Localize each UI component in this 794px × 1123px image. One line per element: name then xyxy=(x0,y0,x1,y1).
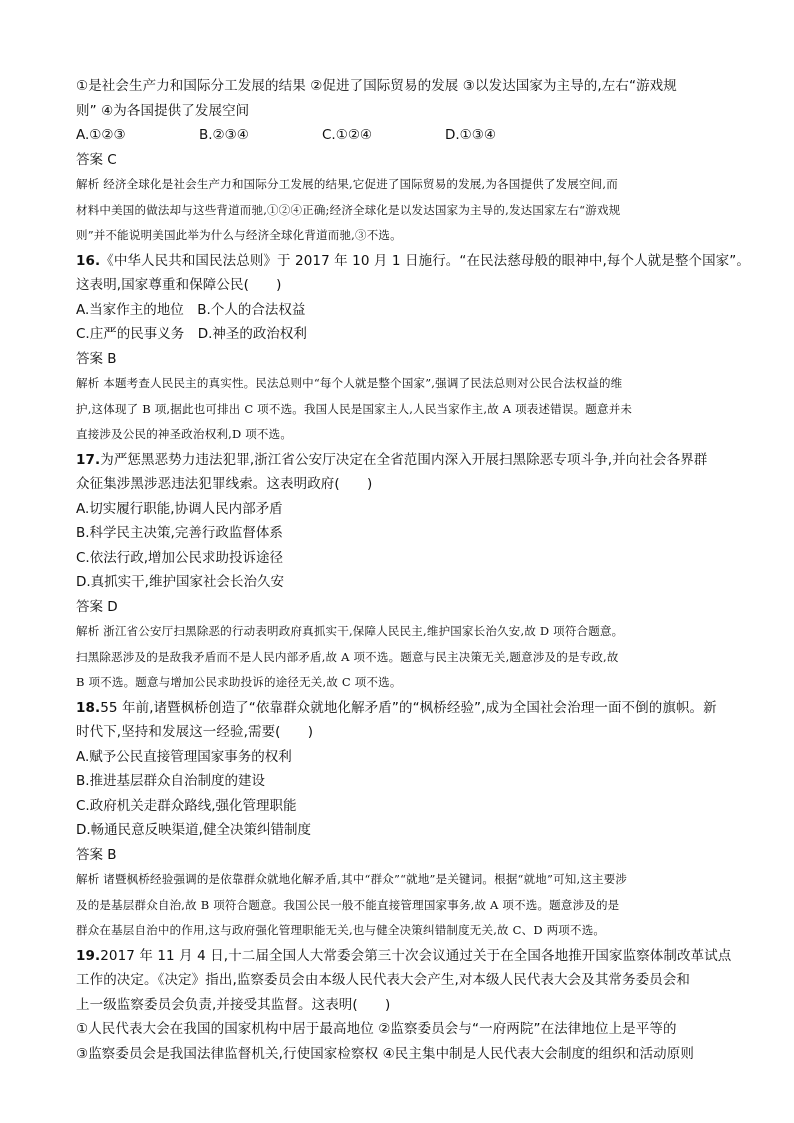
question-stem-line: 上一级监察委员会负责,并接受其监督。这表明( ) xyxy=(76,996,391,1013)
option-c: C.依法行政,增加公民求助投诉途径 xyxy=(76,549,284,566)
option-b: B.②③④ xyxy=(199,127,249,143)
answer: 答案 D xyxy=(76,598,118,615)
question-stem-text: 《中华人民共和国民法总则》于 2017 年 10 月 1 日施行。“在民法慈母般的眼神中,每个人就是整个国家”。 xyxy=(100,252,750,269)
question-stem-text: 55 年前,诸暨枫桥创造了“依靠群众就地化解矛盾”的“枫桥经验”,成为全国社会治理一面不倒的旗帜。新 xyxy=(100,699,717,716)
analysis-line: 护,这体现了 B 项,据此也可排出 C 项不选。我国人民是国家主人,人民当家作主,故 A 项表述错误。题意并未 xyxy=(76,401,633,416)
statement-line: ①人民代表大会在我国的国家机构中居于最高地位 ②监察委员会与“一府两院”在法律地位上是平等的 xyxy=(76,1021,677,1037)
question-19 xyxy=(76,944,744,1067)
analysis-line: 解析 经济全球化是社会生产力和国际分工发展的结果,它促进了国际贸易的发展,为各国提供了发展空间,而 xyxy=(76,177,618,191)
question-stem-line xyxy=(76,944,744,969)
option-d: D.①③④ xyxy=(445,127,496,143)
option-line: A.当家作主的地位 B.个人的合法权益 xyxy=(76,301,306,318)
question-stem-line xyxy=(76,696,744,721)
option-line: C.庄严的民事义务 D.神圣的政治权利 xyxy=(76,326,307,342)
statement-line: 则” ④为各国提供了发展空间 xyxy=(76,102,250,119)
question-stem-line: 工作的决定。《决定》指出,监察委员会由本级人民代表大会产生,对本级人民代表大会及其常务委员会和 xyxy=(76,972,691,988)
analysis-line: 材料中美国的做法却与这些背道而驰,①②④正确;经济全球化是以发达国家为主导的,发达国家左右“游戏规 xyxy=(76,202,621,217)
analysis-line: 及的是基层群众自治,故 B 项符合题意。我国公民一般不能直接管理国家事务,故 A 项不选。题意涉及的是 xyxy=(76,897,620,912)
question-number: 16. xyxy=(76,252,101,269)
question-16 xyxy=(76,249,750,448)
question-17 xyxy=(76,448,744,696)
option-b: B.推进基层群众自治制度的建设 xyxy=(76,773,266,789)
analysis-line: 解析 诸暨枫桥经验强调的是依靠群众就地化解矛盾,其中“群众”“就地”是关键词。根据“就地”可知,这主要涉 xyxy=(76,872,628,886)
document-page xyxy=(76,74,750,1066)
option-b: B.科学民主决策,完善行政监督体系 xyxy=(76,525,283,541)
options-row xyxy=(76,123,744,148)
answer: 答案 B xyxy=(76,846,117,863)
question-stem-line: 这表明,国家尊重和保障公民( ) xyxy=(76,277,282,293)
question-number: 19. xyxy=(76,947,101,964)
option-c: C.政府机关走群众路线,强化管理职能 xyxy=(76,797,297,814)
question-stem-line: 众征集涉黑涉恶违法犯罪线索。这表明政府( ) xyxy=(76,476,373,492)
option-a: A.①②③ xyxy=(76,127,126,143)
statement-line: ③监察委员会是我国法律监督机关,行使国家检察权 ④民主集中制是人民代表大会制度的组织和活动原则 xyxy=(76,1045,694,1062)
question-18 xyxy=(76,696,744,944)
question-stem-line: 时代下,坚持和发展这一经验,需要( ) xyxy=(76,724,314,740)
option-d: D.真抓实干,维护国家社会长治久安 xyxy=(76,574,284,590)
statement-line: ①是社会生产力和国际分工发展的结果 ②促进了国际贸易的发展 ③以发达国家为主导的,左右“游戏规 xyxy=(76,78,677,94)
analysis-line: 群众在基层自治中的作用,这与政府强化管理职能无关,也与健全决策纠错制度无关,故 C、D 两项不选。 xyxy=(76,923,606,937)
analysis-line: 解析 本题考查人民民主的真实性。民法总则中“每个人就是整个国家”,强调了民法总则对公民合法权益的维 xyxy=(76,376,623,390)
question-stem-text: 2017 年 11 月 4 日,十二届全国人大常委会第三十次会议通过关于在全国各地推开国家监察体制改革试点 xyxy=(100,947,732,964)
question-number: 18. xyxy=(76,699,101,716)
question-15 xyxy=(76,74,744,249)
option-c: C.①②④ xyxy=(322,127,373,143)
option-a: A.赋予公民直接管理国家事务的权利 xyxy=(76,748,292,765)
answer: 答案 B xyxy=(76,350,117,367)
question-stem-line xyxy=(76,249,750,274)
question-stem-line xyxy=(76,448,744,473)
analysis-line: 解析 浙江省公安厅扫黑除恶的行动表明政府真抓实干,保障人民民主,维护国家长治久安,故 D 项符合题意。 xyxy=(76,624,624,638)
analysis-line: 则”并不能说明美国此举为什么与经济全球化背道而驰,③不选。 xyxy=(76,228,402,242)
question-number: 17. xyxy=(76,451,101,468)
option-a: A.切实履行职能,协调人民内部矛盾 xyxy=(76,500,283,517)
answer: 答案 C xyxy=(76,151,117,168)
analysis-line: 扫黑除恶涉及的是敌我矛盾而不是人民内部矛盾,故 A 项不选。题意与民主决策无关,题意涉及的是专政,故 xyxy=(76,649,619,664)
analysis-line: B 项不选。题意与增加公民求助投诉的途径无关,故 C 项不选。 xyxy=(76,675,402,689)
analysis-line: 直接涉及公民的神圣政治权利,D 项不选。 xyxy=(76,427,293,441)
option-d: D.畅通民意反映渠道,健全决策纠错制度 xyxy=(76,822,311,838)
question-stem-text: 为严惩黑恶势力违法犯罪,浙江省公安厅决定在全省范围内深入开展扫黑除恶专项斗争,并向社会各界群 xyxy=(100,451,708,468)
